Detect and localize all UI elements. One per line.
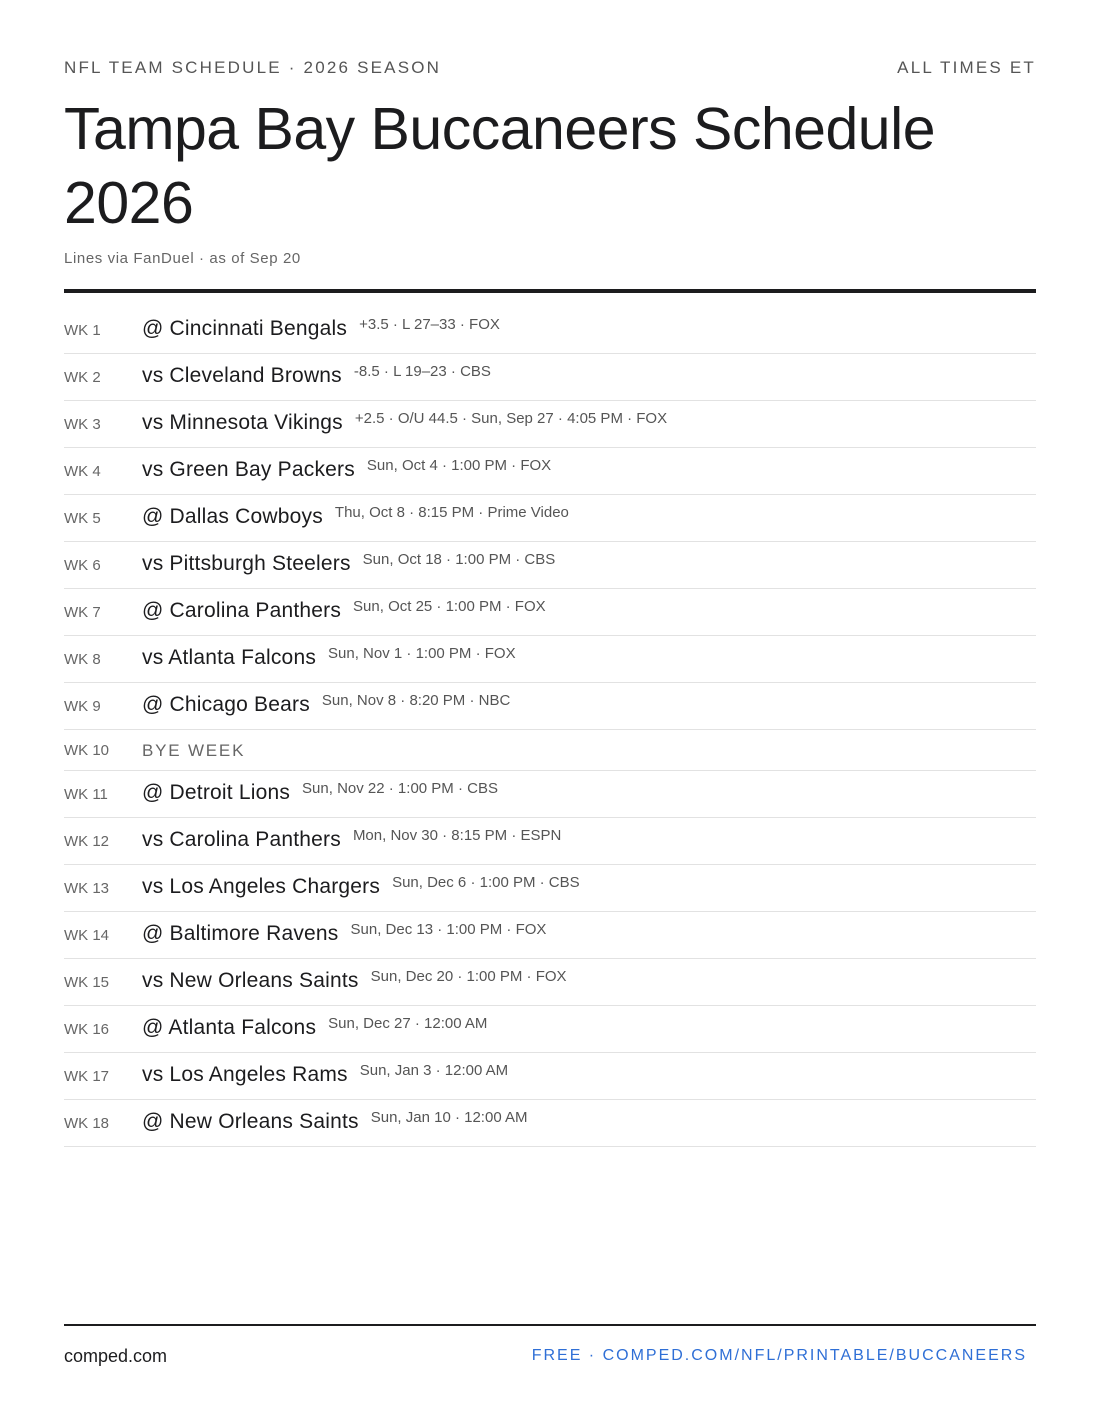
game-info — [142, 781, 498, 805]
eyebrow-label: NFL TEAM SCHEDULE · 2026 SEASON — [64, 58, 442, 77]
game-info — [142, 458, 551, 482]
schedule-row — [64, 865, 1036, 912]
opponent-name: vs Cleveland Browns — [142, 364, 342, 387]
week-label: WK 9 — [64, 698, 101, 715]
opponent-name: @ Carolina Panthers — [142, 599, 342, 622]
game-info — [142, 922, 546, 946]
game-details: Mon, Nov 30 · 8:15 PM · ESPN — [352, 827, 562, 844]
game-info — [142, 1110, 528, 1134]
game-info — [142, 317, 500, 341]
opponent-name: vs Carolina Panthers — [142, 828, 341, 851]
lines-source-note: Lines via FanDuel · as of Sep 20 — [64, 250, 301, 267]
week-label: WK 2 — [64, 369, 101, 386]
game-details: Sun, Oct 25 · 1:00 PM · FOX — [353, 598, 546, 615]
game-info — [142, 875, 580, 899]
game-info — [142, 599, 546, 623]
game-details: Sun, Dec 27 · 12:00 AM — [328, 1015, 488, 1032]
game-details: +2.5 · O/U 44.5 · Sun, Sep 27 · 4:05 PM · FOX — [354, 410, 668, 427]
game-info — [142, 505, 569, 529]
schedule-row — [64, 818, 1036, 865]
week-label: WK 8 — [64, 651, 101, 668]
opponent-name: vs Pittsburgh Steelers — [142, 552, 351, 575]
game-info — [142, 646, 516, 670]
schedule-row — [64, 448, 1036, 495]
week-label: WK 12 — [64, 833, 110, 850]
week-label: WK 13 — [64, 880, 110, 897]
opponent-name: @ Atlanta Falcons — [142, 1016, 317, 1039]
game-info — [142, 552, 555, 576]
game-info — [142, 1016, 487, 1040]
opponent-name: @ New Orleans Saints — [142, 1110, 359, 1133]
schedule-row — [64, 1006, 1036, 1053]
schedule-row — [64, 912, 1036, 959]
week-label: WK 11 — [64, 786, 108, 803]
week-label: WK 14 — [64, 927, 110, 944]
schedule-row — [64, 401, 1036, 448]
times-note: ALL TIMES ET — [897, 58, 1036, 77]
game-info — [142, 1063, 508, 1087]
week-label: WK 3 — [64, 416, 101, 433]
schedule-row — [64, 1053, 1036, 1100]
game-details: Sun, Dec 20 · 1:00 PM · FOX — [370, 968, 567, 985]
schedule-page — [64, 0, 1036, 1425]
bye-week-row — [64, 730, 1036, 771]
week-label: WK 5 — [64, 510, 101, 527]
footer-brand: comped.com — [64, 1346, 168, 1366]
week-label: WK 10 — [64, 742, 110, 759]
schedule-row — [64, 771, 1036, 818]
game-details: Sun, Oct 18 · 1:00 PM · CBS — [362, 551, 556, 568]
game-details: Sun, Jan 3 · 12:00 AM — [359, 1062, 509, 1079]
schedule-row — [64, 589, 1036, 636]
week-label: WK 6 — [64, 557, 101, 574]
game-details: Sun, Jan 10 · 12:00 AM — [370, 1109, 528, 1126]
game-details: Sun, Nov 1 · 1:00 PM · FOX — [328, 645, 516, 662]
game-info — [142, 364, 491, 388]
game-info — [142, 969, 567, 993]
opponent-name: vs Minnesota Vikings — [142, 411, 343, 434]
schedule-row — [64, 307, 1036, 354]
game-details: Sun, Nov 22 · 1:00 PM · CBS — [302, 780, 498, 797]
game-details: +3.5 · L 27–33 · FOX — [359, 316, 500, 333]
week-label: WK 1 — [64, 322, 101, 339]
week-label: WK 18 — [64, 1115, 110, 1132]
game-details: Sun, Dec 6 · 1:00 PM · CBS — [392, 874, 580, 891]
header-bar — [64, 58, 1036, 78]
week-label: WK 4 — [64, 463, 101, 480]
schedule-list — [64, 307, 1036, 1147]
opponent-name: @ Baltimore Ravens — [142, 922, 339, 945]
week-label: WK 15 — [64, 974, 110, 991]
game-details: Sun, Dec 13 · 1:00 PM · FOX — [350, 921, 547, 938]
game-details: Sun, Nov 8 · 8:20 PM · NBC — [321, 692, 511, 709]
schedule-row — [64, 542, 1036, 589]
bye-week-label: BYE WEEK — [142, 741, 246, 760]
week-label: WK 7 — [64, 604, 101, 621]
schedule-row — [64, 495, 1036, 542]
game-info — [142, 693, 510, 717]
opponent-name: vs Los Angeles Rams — [142, 1063, 348, 1086]
game-info — [142, 411, 667, 435]
opponent-name: @ Cincinnati Bengals — [142, 317, 348, 340]
opponent-name: vs New Orleans Saints — [142, 969, 359, 992]
schedule-row — [64, 636, 1036, 683]
opponent-name: @ Detroit Lions — [142, 781, 291, 804]
footer-link[interactable]: FREE · COMPED.COM/NFL/PRINTABLE/BUCCANEERS — [531, 1347, 1027, 1364]
schedule-row — [64, 1100, 1036, 1147]
week-label: WK 17 — [64, 1068, 110, 1085]
page-title: Tampa Bay Buccaneers Schedule 2026 — [64, 96, 936, 236]
opponent-name: @ Chicago Bears — [142, 693, 310, 716]
footer-divider — [64, 1324, 1036, 1326]
game-details: -8.5 · L 19–23 · CBS — [353, 363, 491, 380]
schedule-row — [64, 354, 1036, 401]
game-details: Sun, Oct 4 · 1:00 PM · FOX — [366, 457, 552, 474]
schedule-row — [64, 959, 1036, 1006]
schedule-row — [64, 683, 1036, 730]
opponent-name: @ Dallas Cowboys — [142, 505, 323, 528]
opponent-name: vs Los Angeles Chargers — [142, 875, 381, 898]
game-details: Thu, Oct 8 · 8:15 PM · Prime Video — [334, 504, 569, 521]
header-divider — [64, 289, 1036, 293]
opponent-name: vs Green Bay Packers — [142, 458, 355, 481]
opponent-name: vs Atlanta Falcons — [142, 646, 317, 669]
game-info — [142, 828, 561, 852]
week-label: WK 16 — [64, 1021, 110, 1038]
